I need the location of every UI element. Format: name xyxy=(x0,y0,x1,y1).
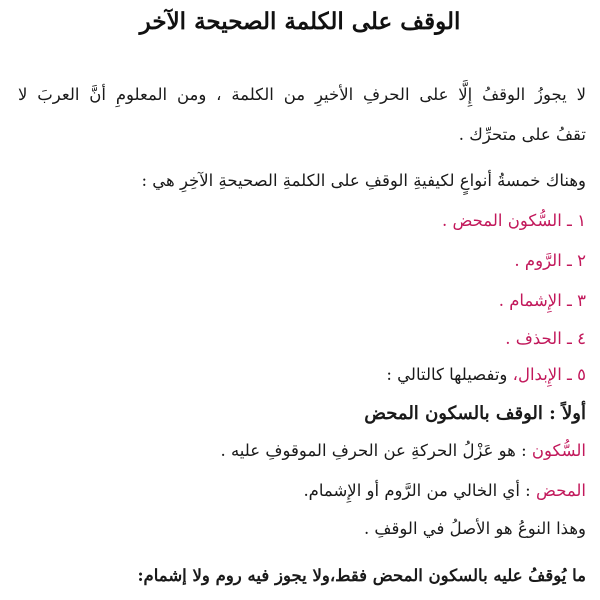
sukoon-definition xyxy=(18,440,586,462)
type-item-4: ٤ ـ الحذف . xyxy=(505,329,586,348)
sukoon-definition-text: : هو عَزْلُ الحركةِ عن الحرفِ الموقوفِ عليه . xyxy=(220,441,532,460)
mahd-term: المحض xyxy=(535,481,586,500)
type-item-2: ٢ ـ الرَّوم . xyxy=(514,251,586,270)
mahd-definition-text: : أي الخالي من الرَّوم أو الإِشمام. xyxy=(303,481,536,500)
sukoon-term: السُّكون xyxy=(531,441,586,460)
section-heading: أولاً : الوقف بالسكون المحض xyxy=(364,403,586,424)
type-item-5-label: ٥ ـ الإِبدال، xyxy=(512,365,586,384)
mahd-definition xyxy=(18,480,586,502)
type-item-3: ٣ ـ الإِشمام . xyxy=(498,291,586,310)
intro-line-1: لا يجوزُ الوقفُ إِلَّا على الحرفِ الأخيرِ من الكلمة ، ومن المعلومِ أنَّ العربَ لا xyxy=(18,85,586,104)
type-item-5 xyxy=(18,364,586,386)
bottom-line: ما يُوقفُ عليه بالسكون المحض فقط،ولا يجوز فيه روم ولا إشمام: xyxy=(137,566,586,585)
origin-note: وهذا النوعُ هو الأصلُ في الوقفِ . xyxy=(363,519,586,538)
page-title: الوقف على الكلمة الصحيحة الآخر xyxy=(139,8,461,35)
intro-line-2: تقفُ على متحرِّك . xyxy=(458,125,586,144)
types-intro: وهناك خمسةُ أنواعٍ لكيفيةِ الوقفِ على الكلمةِ الصحيحةِ الآخِرِ هي : xyxy=(141,171,586,190)
type-item-5-rest: وتفصيلها كالتالي : xyxy=(386,365,513,384)
type-item-1: ١ ـ السُّكون المحض . xyxy=(441,211,586,230)
